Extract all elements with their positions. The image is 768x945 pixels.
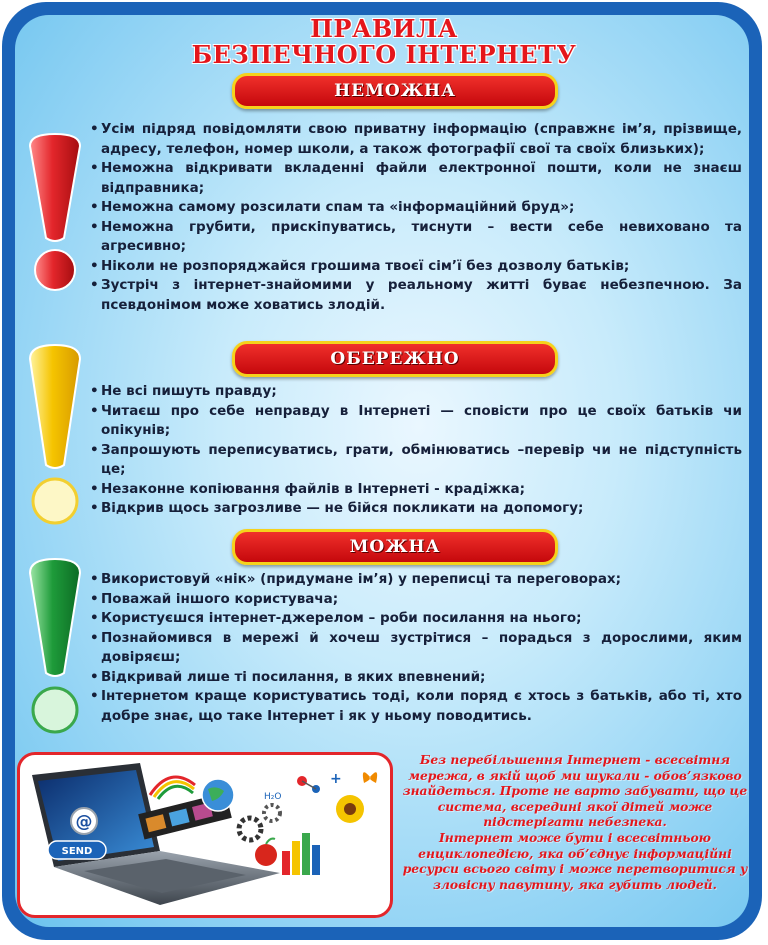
banner-allowed-label: МОЖНА	[349, 537, 441, 557]
allowed-item: • Поважай іншого користувача;	[90, 590, 742, 610]
caution-item: • Не всі пишуть правду;	[90, 382, 742, 402]
forbidden-item: • Ніколи не розпоряджайся грошима твоєї сім’ї без дозволу батьків;	[90, 257, 742, 277]
caution-item: • Читаєш про себе неправду в Інтернеті — сповісти про це своїх батьків чи опікунів;	[90, 402, 742, 441]
apple-icon	[255, 844, 277, 866]
banner-forbidden-label: НЕМОЖНА	[334, 81, 456, 101]
send-label: SEND	[61, 846, 93, 857]
warning-note	[392, 752, 758, 892]
bar-chart-icon	[282, 851, 290, 875]
laptop-illustration-panel	[17, 752, 393, 918]
caution-list	[90, 382, 742, 519]
forbidden-item: • Неможна грубити, прискіпуватись, тиснути – вести себе невиховано та агресивно;	[90, 218, 742, 257]
warning-note-paragraph: Без перебільшення Інтернет - всесвітня мережа, в якій щоб ми шукали - обов’язково знайдеться. Проте не варто забувати, що це система, всередині якої дітей може підстерігати небезпека.	[402, 752, 748, 830]
butterfly-icon	[363, 772, 377, 783]
allowed-item: • Користуєшся інтернет-джерелом – роби посилання на нього;	[90, 609, 742, 629]
banner-forbidden	[232, 73, 558, 109]
at-icon: @	[75, 812, 93, 832]
gear-icon	[264, 805, 280, 821]
warning-note-paragraph: Інтернет може бути і всесвітньою енциклопедією, яка об’єднує інформаційні ресурси всього світу і може перетворитися у зловісну павутину, яка губить людей.	[402, 829, 748, 892]
forbidden-item: • Зустріч з інтернет-знайомими у реальному житті буває небезпечною. За псевдонімом може ховатись злодій.	[90, 276, 742, 315]
red-exclamation-icon	[26, 132, 84, 292]
yellow-exclamation-icon	[26, 343, 84, 528]
allowed-item: • Відкривай лише ті посилання, в яких впевнений;	[90, 668, 742, 688]
caution-item: • Запрошують переписуватись, грати, обмінюватись –перевір чи не підступність це;	[90, 441, 742, 480]
forbidden-list	[90, 120, 742, 315]
formula-label: H₂O	[264, 792, 282, 802]
allowed-item: • Познайомився в мережі й хочеш зустрітися – порадься з дорослими, яким довіряєш;	[90, 629, 742, 668]
allowed-list	[90, 570, 742, 726]
banner-caution	[232, 341, 558, 377]
forbidden-item: • Неможна самому розсилати спам та «інформаційний бруд»;	[90, 198, 742, 218]
poster-title-line2: БЕЗПЕЧНОГО ІНТЕРНЕТУ	[191, 40, 577, 69]
banner-caution-label: ОБЕРЕЖНО	[330, 349, 460, 369]
forbidden-item: • Неможна відкривати вкладенні файли електронної пошти, коли не знаєш відправника;	[90, 159, 742, 198]
forbidden-item: • Усім підряд повідомляти свою приватну інформацію (справжнє ім’я, прізвище, адресу, телефон, номер школи, а також фотографії свої та своїх близьких);	[90, 120, 742, 159]
caution-item: • Відкрив щось загрозливе — не бійся покликати на допомогу;	[90, 499, 742, 519]
banner-allowed	[232, 529, 558, 565]
laptop-illustration	[20, 755, 390, 915]
allowed-item: • Використовуй «нік» (придумане ім’я) у переписці та переговорах;	[90, 570, 742, 590]
poster-title-line1: ПРАВИЛА	[310, 14, 458, 43]
green-exclamation-icon	[26, 557, 84, 737]
caution-item: • Незаконне копіювання файлів в Інтернеті - крадіжка;	[90, 480, 742, 500]
plus-icon: +	[330, 771, 342, 787]
gear-icon	[239, 818, 261, 840]
allowed-item: • Інтернетом краще користуватись тоді, коли поряд є хтось з батьків, або ті, хто добре знає, що таке Інтернет і як у ньому поводитись.	[90, 687, 742, 726]
